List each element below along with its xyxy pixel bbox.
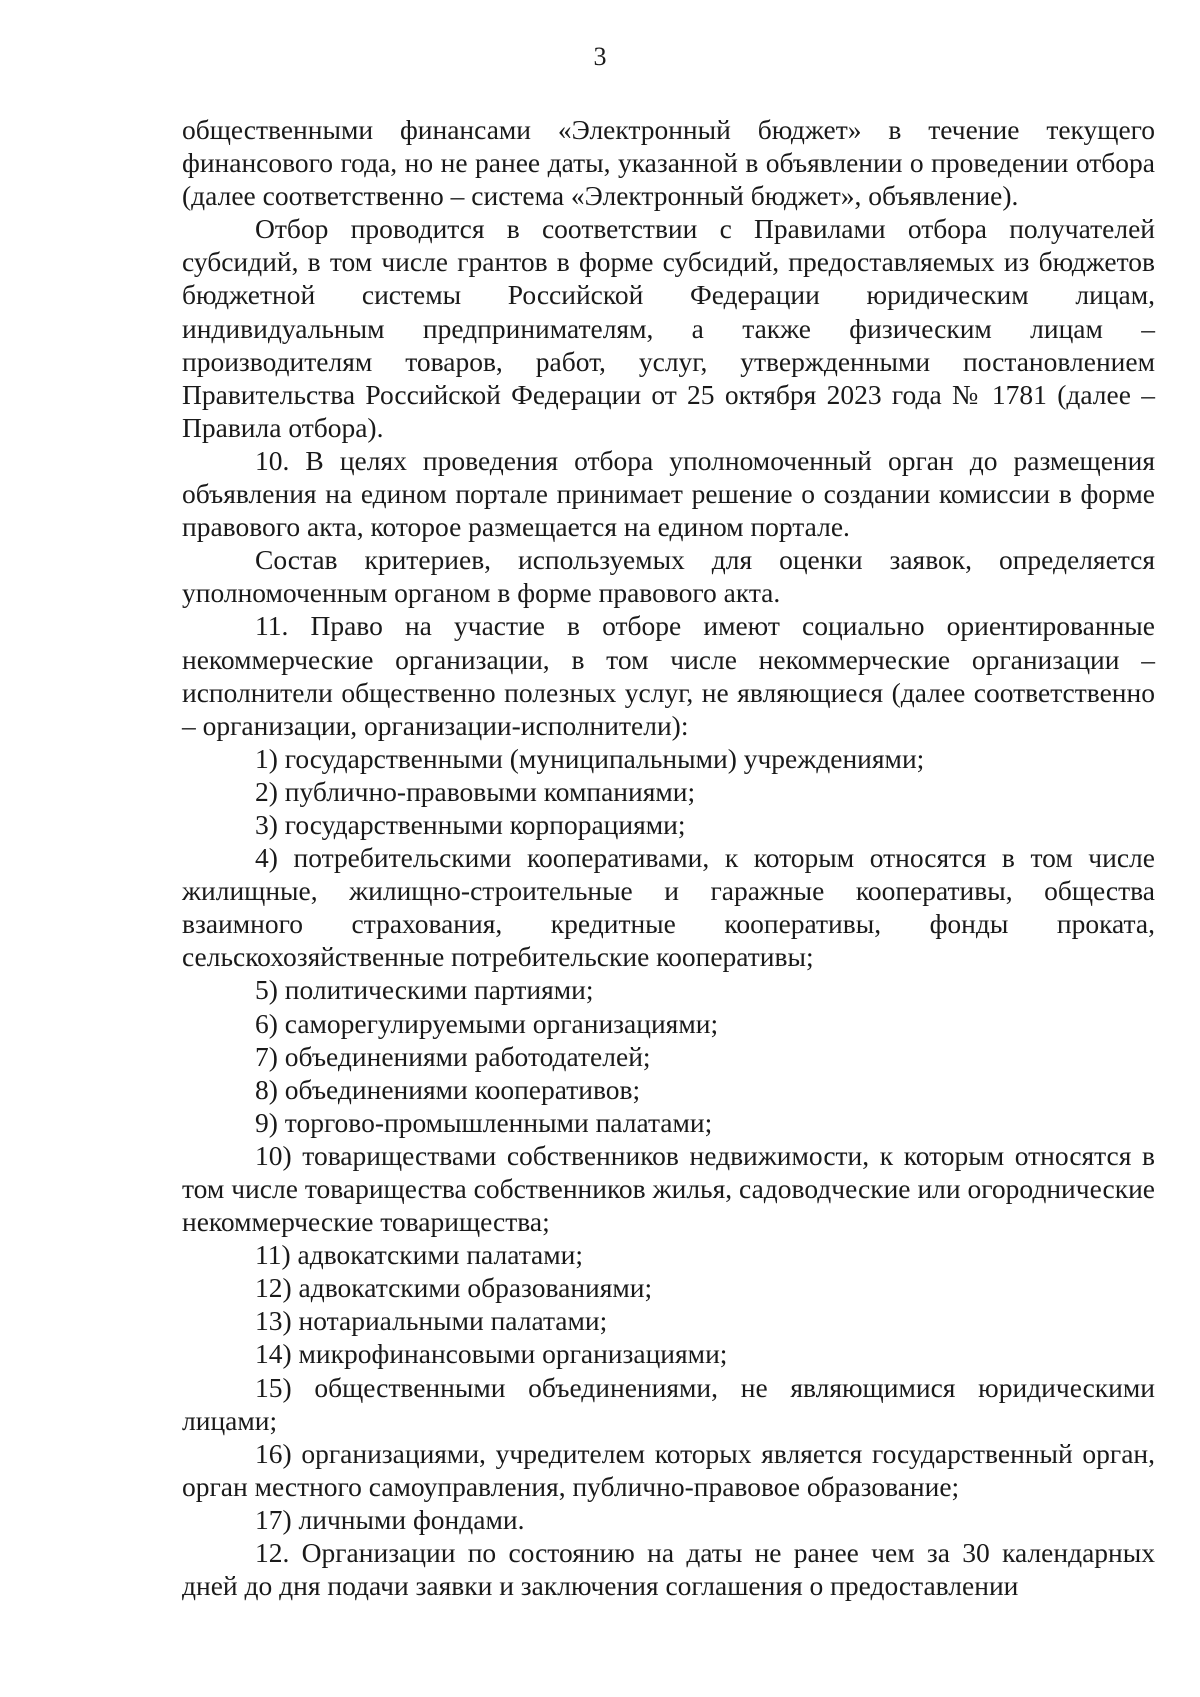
list-item: 3) государственными корпорациями;: [255, 808, 686, 840]
list-item: 7) объединениями работодателей;: [255, 1040, 651, 1072]
paragraph: 12. Организации по состоянию на даты не ранее чем за 30 календарных дней до дня подачи заявки и заключения соглашения о предоставлении: [182, 1537, 1155, 1602]
list-item: 17) личными фондами.: [255, 1503, 525, 1535]
list-item: 10) товариществами собственников недвижимости, к которым относятся в том числе товарищества собственников жилья, садоводческие или огороднические некоммерческие товарищества;: [182, 1139, 1155, 1238]
list-item: 2) публично-правовыми компаниями;: [255, 775, 696, 807]
list-item: 14) микрофинансовыми организациями;: [255, 1338, 728, 1370]
list-item: 15) общественными объединениями, не являющимися юридическими лицами;: [182, 1371, 1155, 1436]
list-item: 4) потребительскими кооперативами, к которым относятся в том числе жилищные, жилищно-строительные и гаражные кооперативы, общества взаимного страхования, кредитные кооперативы, фонды проката, сельскохозяйственные потребительские кооперативы;: [182, 842, 1155, 973]
list-item: 5) политическими партиями;: [255, 974, 594, 1006]
list-item: 13) нотариальными палатами;: [255, 1305, 608, 1337]
list-item: 1) государственными (муниципальными) учреждениями;: [255, 742, 925, 774]
document-body: [182, 113, 1155, 1602]
list-item: 16) организациями, учредителем которых является государственный орган, орган местного самоуправления, публично-правовое образование;: [182, 1437, 1155, 1502]
list-item: 6) саморегулируемыми организациями;: [255, 1007, 719, 1039]
paragraph: общественными финансами «Электронный бюджет» в течение текущего финансового года, но не ранее даты, указанной в объявлении о проведении отбора (далее соответственно – система «Электронный бюджет», объявление).: [182, 114, 1155, 212]
paragraph: 11. Право на участие в отборе имеют социально ориентированные некоммерческие организации, в том числе некоммерческие организации – исполнители общественно полезных услуг, не являющиеся (далее соответственно – организации, организации-исполнители):: [182, 610, 1155, 741]
page-number: 3: [593, 42, 607, 71]
list-item: 11) адвокатскими палатами;: [255, 1239, 584, 1271]
paragraph: Состав критериев, используемых для оценки заявок, определяется уполномоченным органом в форме правового акта.: [182, 544, 1155, 609]
paragraph: 10. В целях проведения отбора уполномоченный орган до размещения объявления на едином портале принимает решение о создании комиссии в форме правового акта, которое размещается на едином портале.: [182, 444, 1155, 543]
list-item: 8) объединениями кооперативов;: [255, 1073, 641, 1105]
list-item: 12) адвокатскими образованиями;: [255, 1272, 653, 1304]
paragraph: Отбор проводится в соответствии с Правилами отбора получателей субсидий, в том числе грантов в форме субсидий, предоставляемых из бюджетов бюджетной системы Российской Федерации юридическим лицам, индивидуальным предпринимателям, а также физическим лицам – производителям товаров, работ, услуг, утвержденными постановлением Правительства Российской Федерации от 25 октября 2023 года № 1781 (далее – Правила отбора).: [182, 213, 1155, 443]
list-item: 9) торгово-промышленными палатами;: [255, 1106, 713, 1138]
